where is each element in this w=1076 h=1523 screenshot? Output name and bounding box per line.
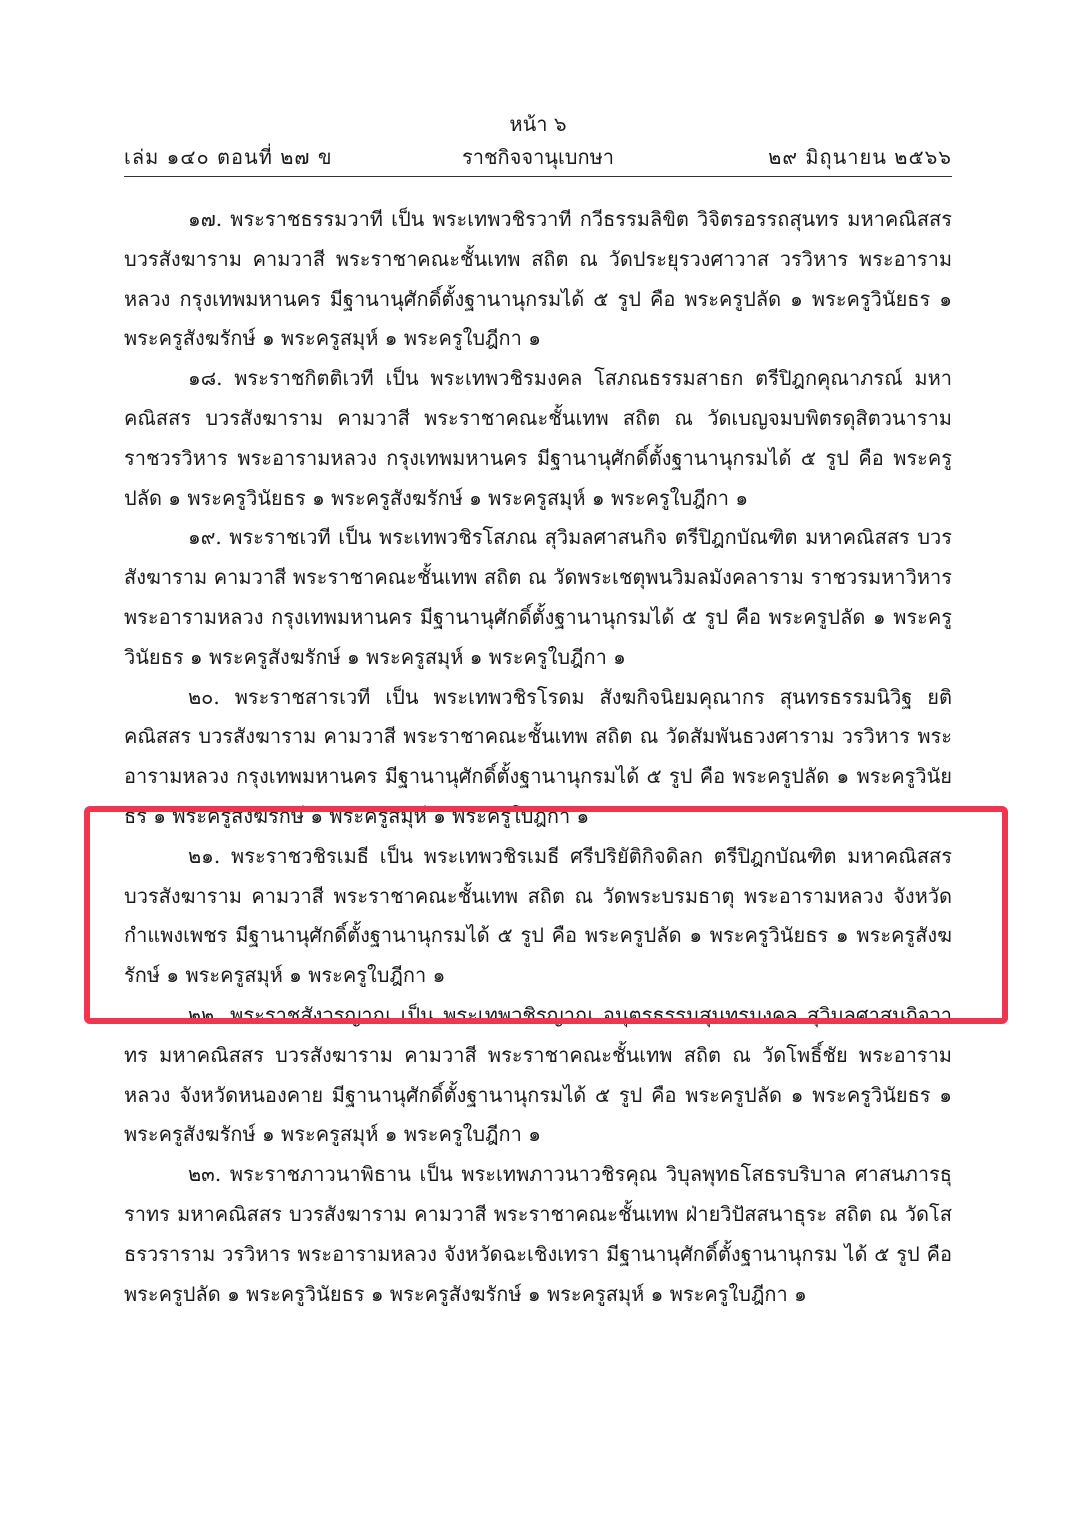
volume-issue: เล่ม ๑๔๐ ตอนที่ ๒๗ ข	[124, 145, 333, 169]
entry-20: ๒๐. พระราชสารเวที เป็น พระเทพวชิรโรดม สังฆกิจนิยมคุณากร สุนทรธรรมนิวิฐ ยติคณิสสร บวรสังฆาราม คามวาสี พระราชาคณะชั้นเทพ สถิต ณ วัดสัมพันธวงศาราม วรวิหาร พระอารามหลวง กรุงเทพมหานคร มีฐานานุศักดิ์ตั้งฐานานุกรมได้ ๕ รูป คือ พระครูปลัด ๑ พระครูวินัยธร ๑ พระครูสังฆรักษ์ ๑ พระครูสมุห์ ๑ พระครูใบฎีกา ๑	[124, 684, 952, 828]
entry-23: ๒๓. พระราชภาวนาพิธาน เป็น พระเทพภาวนาวชิรคุณ วิบุลพุทธโสธรบริบาล ศาสนภารธุราทร มหาคณิสสร บวรสังฆาราม คามวาสี พระราชาคณะชั้นเทพ ฝ่ายวิปัสสนาธุระ สถิต ณ วัดโสธรวราราม วรวิหาร พระอารามหลวง จังหวัดฉะเชิงเทรา มีฐานานุศักดิ์ตั้งฐานานุกรม ได้ ๕ รูป คือ พระครูปลัด ๑ พระครูวินัยธร ๑ พระครูสังฆรักษ์ ๑ พระครูสมุห์ ๑ พระครูใบฎีกา ๑	[124, 1162, 952, 1306]
publication-date: ๒๙ มิถุนายน ๒๕๖๖	[768, 145, 952, 169]
entry-19: ๑๙. พระราชเวที เป็น พระเทพวชิรโสภณ สุวิมลศาสนกิจ ตรีปิฎกบัณฑิต มหาคณิสสร บวรสังฆาราม คามวาสี พระราชาคณะชั้นเทพ สถิต ณ วัดพระเชตุพนวิมลมังคลาราม ราชวรมหาวิหาร พระอารามหลวง กรุงเทพมหานคร มีฐานานุศักดิ์ตั้งฐานานุกรมได้ ๕ รูป คือ พระครูปลัด ๑ พระครูวินัยธร ๑ พระครูสังฆรักษ์ ๑ พระครูสมุห์ ๑ พระครูใบฎีกา ๑	[124, 525, 952, 669]
page-number: หน้า ๖	[509, 112, 567, 136]
header-divider	[124, 176, 952, 177]
entry-17: ๑๗. พระราชธรรมวาที เป็น พระเทพวชิรวาที กวีธรรมลิขิต วิจิตรอรรถสุนทร มหาคณิสสร บวรสังฆาราม คามวาสี พระราชาคณะชั้นเทพ สถิต ณ วัดประยุรวงศาวาส วรวิหาร พระอารามหลวง กรุงเทพมหานคร มีฐานานุศักดิ์ตั้งฐานานุกรมได้ ๕ รูป คือ พระครูปลัด ๑ พระครูวินัยธร ๑ พระครูสังฆรักษ์ ๑ พระครูสมุห์ ๑ พระครูใบฎีกา ๑	[124, 207, 952, 351]
entry-21: ๒๑. พระราชวชิรเมธี เป็น พระเทพวชิรเมธี ศรีปริยัติกิจดิลก ตรีปิฎกบัณฑิต มหาคณิสสร บวรสังฆาราม คามวาสี พระราชาคณะชั้นเทพ สถิต ณ วัดพระบรมธาตุ พระอารามหลวง จังหวัดกำแพงเพชร มีฐานานุศักดิ์ตั้งฐานานุกรมได้ ๕ รูป คือ พระครูปลัด ๑ พระครูวินัยธร ๑ พระครูสังฆรักษ์ ๑ พระครูสมุห์ ๑ พระครูใบฎีกา ๑	[124, 843, 952, 988]
publication-title: ราชกิจจานุเบกษา	[461, 145, 615, 169]
entry-18: ๑๘. พระราชกิตติเวที เป็น พระเทพวชิรมงคล โสภณธรรมสาธก ตรีปิฎกคุณาภรณ์ มหาคณิสสร บวรสังฆาราม คามวาสี พระราชาคณะชั้นเทพ สถิต ณ วัดเบญจมบพิตรดุสิตวนาราม ราชวรวิหาร พระอารามหลวง กรุงเทพมหานคร มีฐานานุศักดิ์ตั้งฐานานุกรมได้ ๕ รูป คือ พระครูปลัด ๑ พระครูวินัยธร ๑ พระครูสังฆรักษ์ ๑ พระครูสมุห์ ๑ พระครูใบฎีกา ๑	[124, 366, 952, 510]
header-row	[124, 140, 952, 174]
document-body	[124, 200, 952, 1314]
gazette-header	[124, 108, 952, 177]
entry-22: ๒๒. พระราชสังวรญาณ เป็น พระเทพวชิรญาณ อนุตรธรรมสุนทรมงคล สุวิมลศาสนกิจวาทร มหาคณิสสร บวรสังฆาราม คามวาสี พระราชาคณะชั้นเทพ สถิต ณ วัดโพธิ์ชัย พระอารามหลวง จังหวัดหนองคาย มีฐานานุศักดิ์ตั้งฐานานุกรมได้ ๕ รูป คือ พระครูปลัด ๑ พระครูวินัยธร ๑ พระครูสังฆรักษ์ ๑ พระครูสมุห์ ๑ พระครูใบฎีกา ๑	[124, 1002, 952, 1147]
